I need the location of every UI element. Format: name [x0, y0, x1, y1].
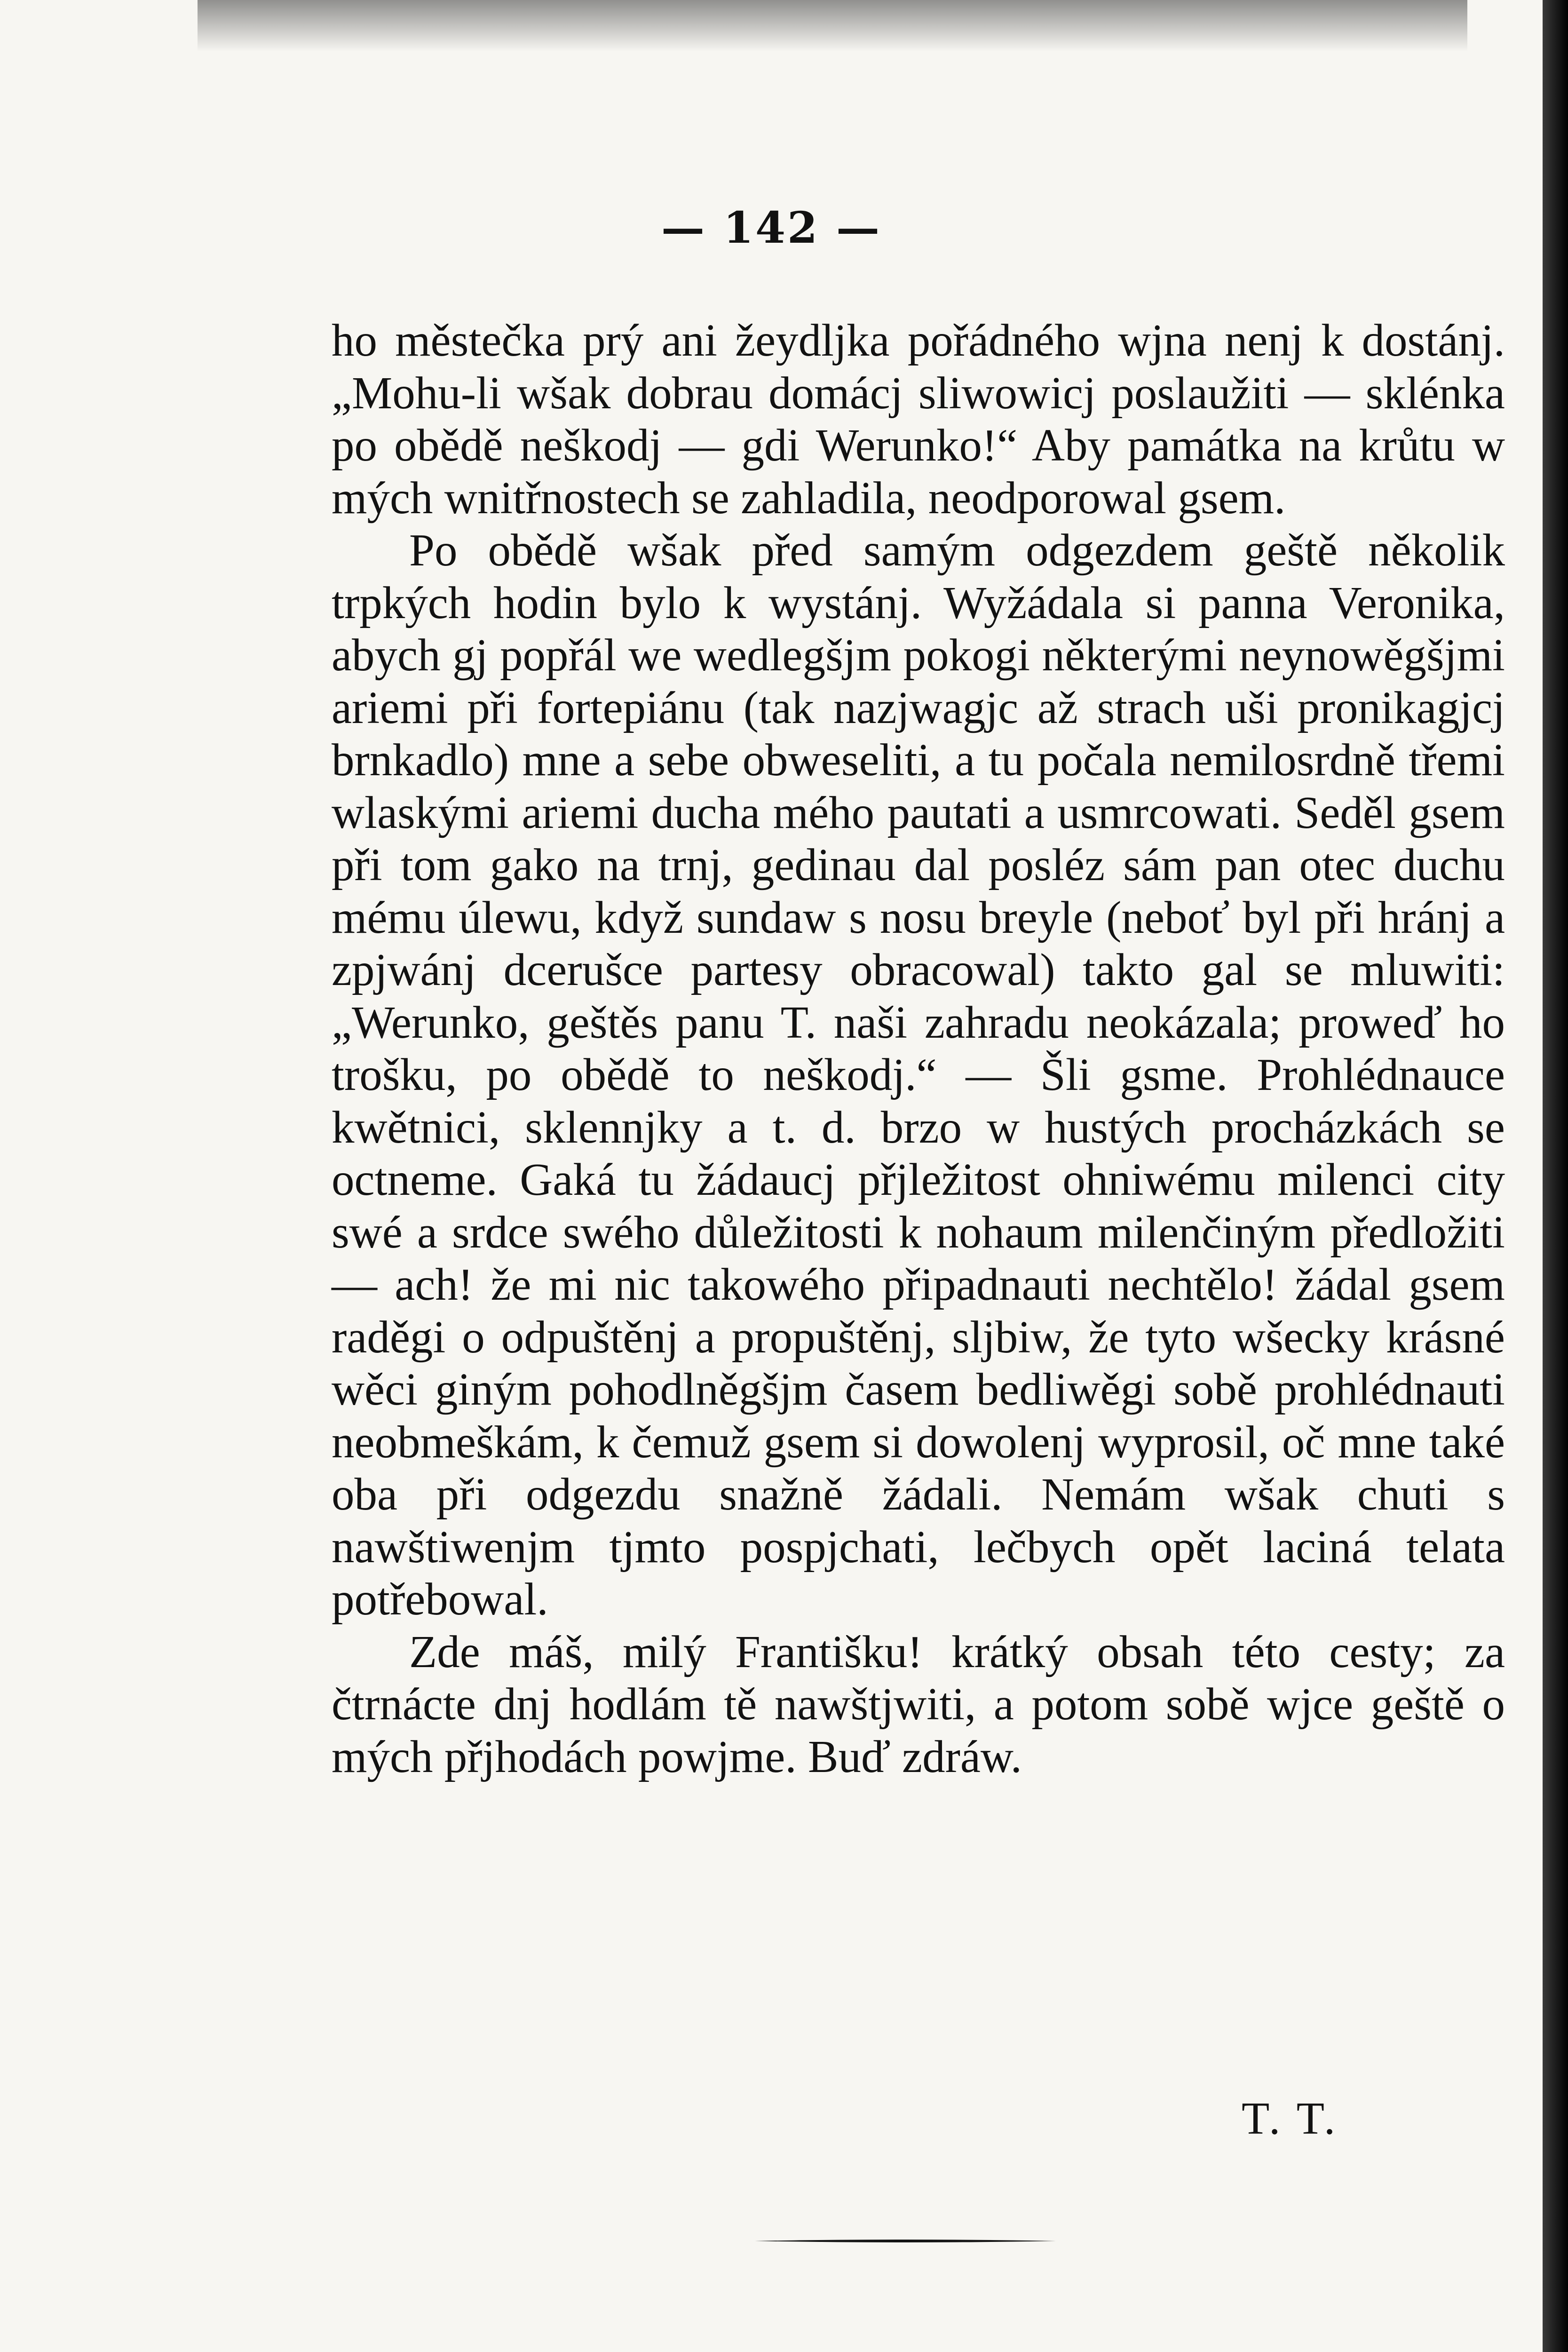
letter-body [332, 314, 1505, 1783]
page-edge-shadow [1543, 0, 1568, 2352]
paragraph-2: Po obědě wšak před samým odgezdem geště několik trpkých hodin bylo k wystánj. Wyžádala si panna Veronika, abych gj popřál we wedlegšjm pokogi některými neynowěgšjmi ariemi při fortepiánu (tak nazjwagjc až strach uši pronikagjcj brnkadlo) mne a sebe obweseliti, a tu počala nemilosrdně třemi wlaskými ariemi ducha mého pautati a usmrcowati. Seděl gsem při tom gako na trnj, gedinau dal posléz sám pan otec duchu mému úlewu, když sundaw s nosu breyle (neboť byl při hránj a zpjwánj dcerušce partesy obracowal) takto gal se mluwiti: „Werunko, geštěs panu T. naši zahradu neokázala; proweď ho trošku, po obědě to neškodj.“ — Šli gsme. Prohlédnauce kwětnici, sklennjky a t. d. brzo w hustých procházkách se octneme. Gaká tu žádaucj přjležitost ohniwému milenci city swé a srdce swého důležitosti k nohaum milenčiným předložiti — ach! že mi nic takowého připadnauti nechtělo! žádal gsem raděgi o odpuštěnj a propuštěnj, sljbiw, že tyto wšecky krásné wěci giným pohodlněgšjm časem bedliwěgi sobě prohlédnauti neobmeškám, k čemuž gsem si dowolenj wyprosil, oč mne také oba při odgezdu snažně žádali. Nemám wšak chuti s nawštiwenjm tjmto pospjchati, lečbych opět laciná telata potřebowal. [332, 525, 1505, 1624]
page-number: — 142 — [661, 202, 882, 253]
signature-initials: T. T. [1242, 2093, 1338, 2144]
end-ornament-rule [755, 2238, 1056, 2244]
paragraph-1: ho městečka prý ani žeydljka pořádného wjna nenj k dostánj. „Mohu-li wšak dobrau domácj sliwowicj poslaužiti — sklénka po obědě neškodj — gdi Werunko!“ Aby památka na krůtu w mých wnitřnostech se zahladila, neodporowal gsem. [332, 315, 1505, 523]
top-edge-stain [198, 0, 1467, 52]
paragraph-3: Zde máš, milý Františku! krátký obsah této cesty; za čtrnácte dnj hodlám tě nawštjwiti, a potom sobě wjce geště o mých přjhodách powjme. Buď zdráw. [332, 1626, 1505, 1782]
